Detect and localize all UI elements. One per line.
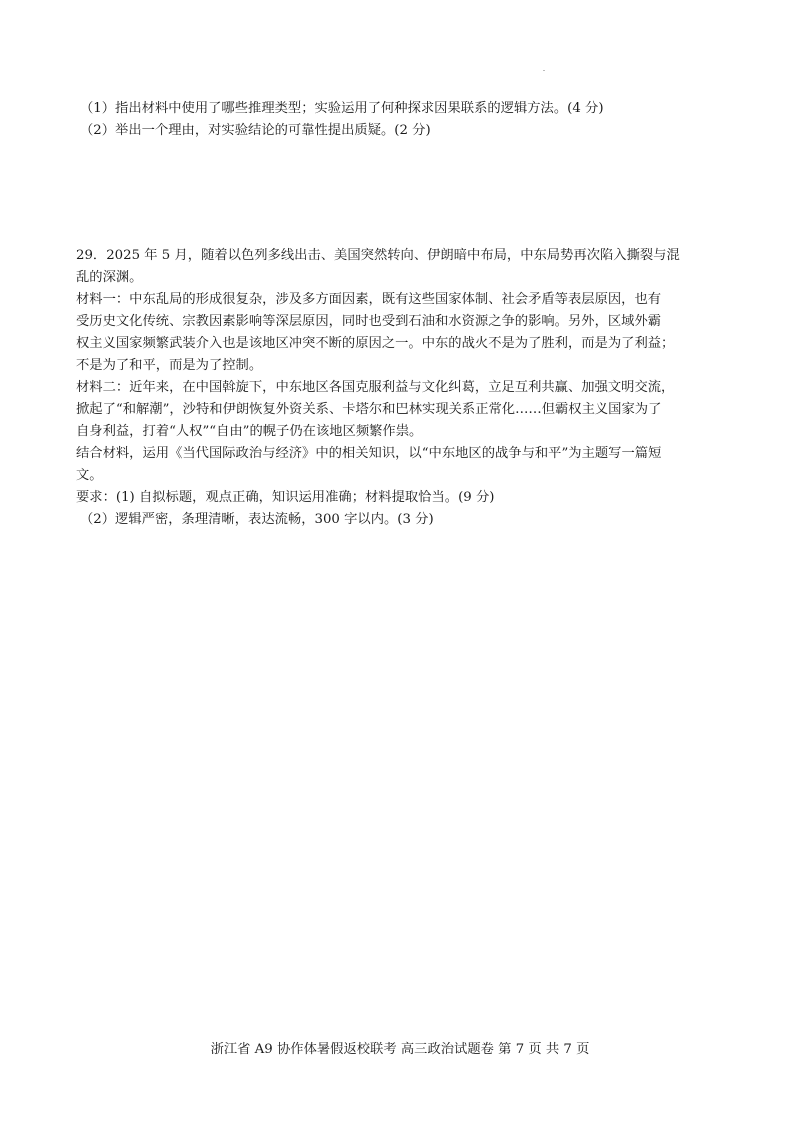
q29-material2-line-3: 自身利益，打着“人权”“自由”的幌子仍在该地区频繁作祟。 (76, 424, 423, 439)
q29-task-line-1: 结合材料，运用《当代国际政治与经济》中的相关知识，以“中东地区的战争与和平”为主题写一篇短 (76, 446, 662, 461)
prev-question-sub1: （1）指出材料中使用了哪些推理类型；实验运用了何种探求因果联系的逻辑方法。(4 分) (80, 101, 604, 116)
q29-material1-line-2: 受历史文化传统、宗教因素影响等深层原因，同时也受到石油和水资源之争的影响。另外，区域外霸 (76, 314, 662, 329)
prev-question-sub2: （2）举出一个理由，对实验结论的可靠性提出质疑。(2 分) (80, 123, 431, 138)
q29-material1-line-3: 权主义国家频繁武装介入也是该地区冲突不断的原因之一。中东的战火不是为了胜利，而是为了利益； (76, 336, 675, 351)
q29-stem-line-1: 29．2025 年 5 月，随着以色列多线出击、美国突然转向、伊朗暗中布局，中东局势再次陷入撕裂与混 (76, 248, 680, 263)
q29-material2-line-2: 掀起了“和解潮”，沙特和伊朗恢复外资关系、卡塔尔和巴林实现关系正常化……但霸权主义国家为了 (76, 402, 662, 417)
q29-material2-line-1: 材料二：近年来，在中国斡旋下，中东地区各国克服利益与文化纠葛，立足互利共赢、加强文明交流， (76, 380, 675, 395)
q29-task-line-2: 文。 (76, 468, 103, 483)
q29-material1-line-4: 不是为了和平，而是为了控制。 (76, 358, 263, 373)
page-footer: 浙江省 A9 协作体暑假返校联考 高三政治试题卷 第 7 页 共 7 页 (210, 1042, 590, 1057)
q29-requirement-line-2: （2）逻辑严密，条理清晰，表达流畅，300 字以内。(3 分) (80, 512, 434, 527)
q29-stem-line-2: 乱的深渊。 (76, 270, 143, 285)
scan-speck (543, 70, 545, 71)
q29-requirement-line-1: 要求：(1) 自拟标题，观点正确，知识运用准确；材料提取恰当。(9 分) (76, 490, 495, 505)
q29-material1-line-1: 材料一：中东乱局的形成很复杂，涉及多方面因素，既有这些国家体制、社会矛盾等表层原因，也有 (76, 292, 662, 307)
